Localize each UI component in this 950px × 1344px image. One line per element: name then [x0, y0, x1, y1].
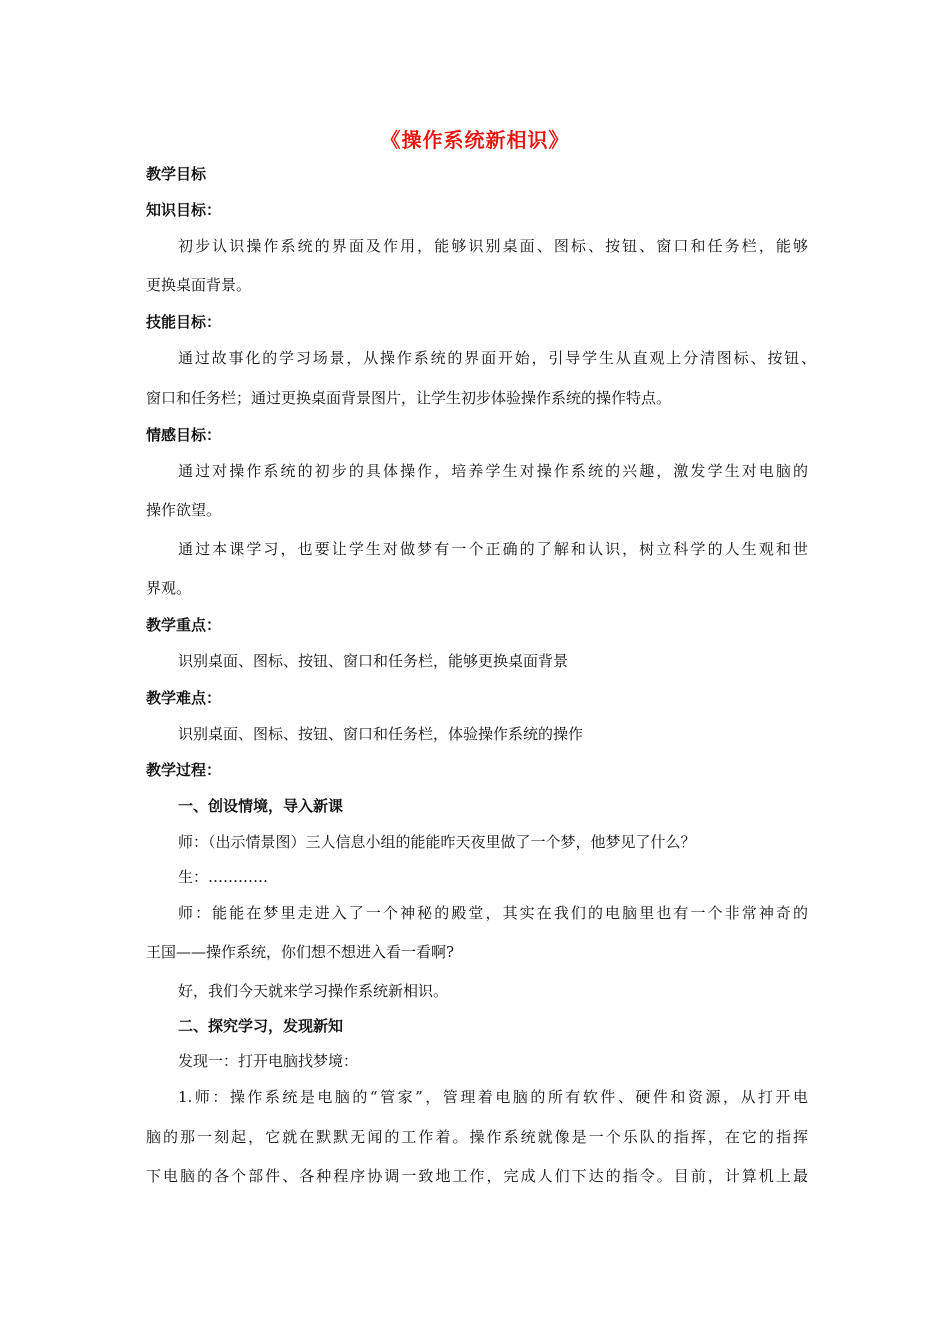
paragraph-line: 初步认识操作系统的界面及作用，能够识别桌面、图标、按钮、窗口和任务栏，能够 — [178, 237, 808, 255]
paragraph-line: 师：能能在梦里走进入了一个神秘的殿堂，其实在我们的电脑里也有一个非常神奇的 — [178, 904, 808, 922]
paragraph-line: 更换桌面背景。 — [146, 276, 252, 294]
section-heading-teaching-goals: 教学目标 — [146, 165, 207, 183]
paragraph-line: 生：………… — [178, 868, 269, 886]
sub-heading-create-situation: 一、创设情境，导入新课 — [178, 797, 344, 815]
section-heading-emotion-goals: 情感目标： — [146, 426, 222, 444]
paragraph-line: 识别桌面、图标、按钮、窗口和任务栏，体验操作系统的操作 — [178, 725, 584, 743]
section-heading-difficult-points: 教学难点： — [146, 689, 222, 707]
paragraph-line: 下电脑的各个部件、各种程序协调一致地工作，完成人们下达的指令。目前，计算机上最 — [146, 1167, 808, 1185]
paragraph-line: 王国——操作系统，你们想不想进入看一看啊? — [146, 943, 455, 961]
document-title: 《操作系统新相识》 — [380, 128, 570, 152]
paragraph-line: 通过本课学习，也要让学生对做梦有一个正确的了解和认识，树立科学的人生观和世 — [178, 540, 808, 558]
sub-heading-explore-learning: 二、探究学习，发现新知 — [178, 1017, 344, 1035]
paragraph-line: 操作欲望。 — [146, 501, 222, 519]
paragraph-line: 脑的那一刻起，它就在默默无闻的工作着。操作系统就像是一个乐队的指挥，在它的指挥 — [146, 1128, 808, 1146]
section-heading-knowledge-goals: 知识目标： — [146, 201, 222, 219]
paragraph-line: 通过对操作系统的初步的具体操作，培养学生对操作系统的兴趣，激发学生对电脑的 — [178, 462, 808, 480]
paragraph-line: 好，我们今天就来学习操作系统新相识。 — [178, 982, 449, 1000]
paragraph-line: 通过故事化的学习场景，从操作系统的界面开始，引导学生从直观上分清图标、按钮、 — [178, 349, 816, 367]
section-heading-key-points: 教学重点： — [146, 616, 222, 634]
paragraph-line: 窗口和任务栏；通过更换桌面背景图片，让学生初步体验操作系统的操作特点。 — [146, 389, 672, 407]
paragraph-line: 识别桌面、图标、按钮、窗口和任务栏，能够更换桌面背景 — [178, 652, 569, 670]
paragraph-line: 界观。 — [146, 579, 192, 597]
section-heading-skill-goals: 技能目标： — [146, 313, 222, 331]
paragraph-line: 1.师：操作系统是电脑的“管家”，管理着电脑的所有软件、硬件和资源，从打开电 — [178, 1088, 808, 1106]
paragraph-line: 师：（出示情景图）三人信息小组的能能昨天夜里做了一个梦，他梦见了什么？ — [178, 833, 696, 851]
paragraph-line: 发现一：打开电脑找梦境： — [178, 1052, 359, 1070]
section-heading-teaching-process: 教学过程： — [146, 761, 222, 779]
